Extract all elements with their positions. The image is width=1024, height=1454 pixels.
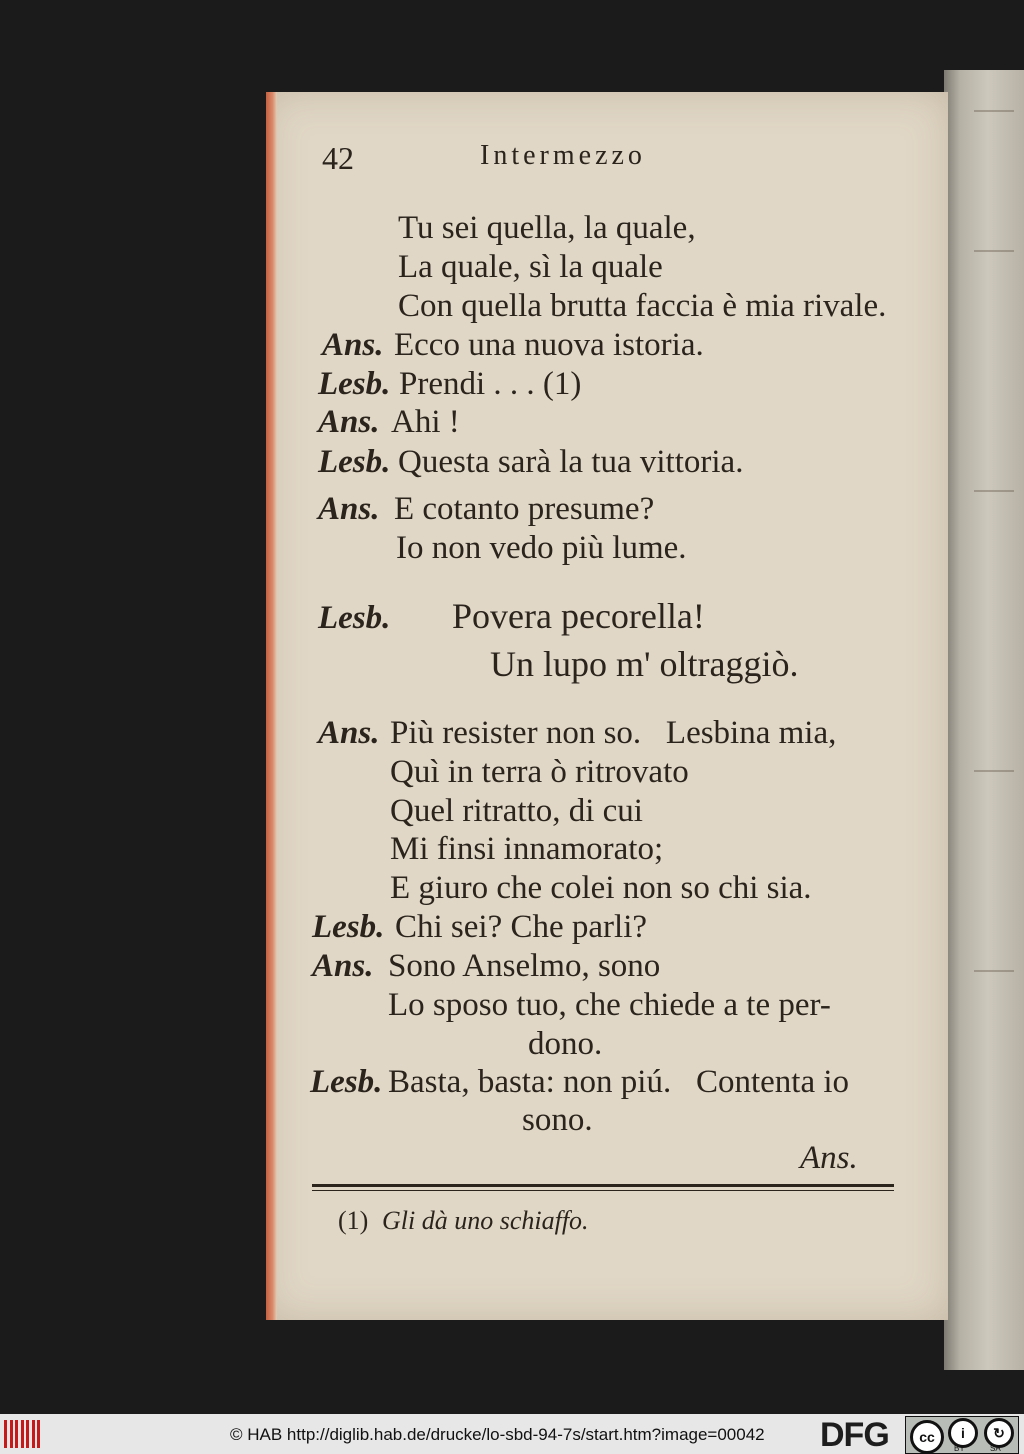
page-edge-red	[266, 92, 277, 1320]
line-1: Tu sei quella, la quale,	[398, 210, 696, 246]
line-4: Ecco una nuova istoria.	[394, 327, 704, 363]
line-21: Basta, basta: non piú. Contenta io	[388, 1064, 850, 1100]
cc-icon: cc	[910, 1420, 944, 1454]
speaker-label: Lesb.	[312, 909, 385, 945]
license-label-sa: SA	[990, 1444, 1001, 1453]
footnote-text: Gli dà uno schiaffo.	[382, 1206, 589, 1235]
line-15: Mi finsi innamorato;	[390, 831, 664, 867]
line-13: Quì in terra ò ritrovato	[390, 754, 689, 790]
line-19: Lo sposo tuo, che chiede a te per-	[388, 987, 831, 1023]
catchword: Ans.	[800, 1140, 858, 1176]
line-6: Ahi !	[391, 404, 460, 440]
license-label-by: BY	[954, 1444, 965, 1453]
speaker-label: Ans.	[318, 715, 380, 751]
dfg-logo: DFG	[820, 1416, 889, 1454]
line-2: La quale, sì la quale	[398, 249, 663, 285]
running-head: Intermezzo	[480, 140, 646, 171]
speaker-label: Ans.	[318, 404, 380, 440]
speaker-label: Lesb.	[318, 600, 391, 636]
speaker-label: Lesb.	[318, 366, 391, 402]
line-3: Con quella brutta faccia è mia rivale.	[398, 288, 887, 324]
line-14: Quel ritratto, di cui	[390, 793, 643, 829]
footnote-mark: (1)	[338, 1206, 369, 1235]
line-11: Un lupo m' oltraggiò.	[490, 644, 799, 684]
next-page-edge	[944, 70, 1024, 1370]
line-9: Io non vedo più lume.	[396, 530, 687, 566]
footer-bar	[0, 1414, 1024, 1454]
hab-barcode-logo-icon	[4, 1418, 44, 1450]
line-17: Chi sei? Che parli?	[395, 909, 648, 945]
line-10: Povera pecorella!	[452, 596, 705, 636]
speaker-label: Lesb.	[310, 1064, 383, 1100]
license-badge[interactable]	[905, 1416, 1019, 1454]
speaker-label: Ans.	[318, 491, 380, 527]
sa-icon: ↻	[984, 1418, 1014, 1448]
line-8: E cotanto presume?	[394, 491, 655, 527]
footnote-rule	[312, 1184, 894, 1187]
line-12: Più resister non so. Lesbina mia,	[390, 715, 837, 751]
page-number: 42	[322, 140, 354, 176]
by-icon: i	[948, 1418, 978, 1448]
line-22: sono.	[522, 1102, 593, 1138]
footnote-rule-thin	[312, 1190, 894, 1191]
speaker-label: Ans.	[322, 327, 384, 363]
line-7: Questa sarà la tua vittoria.	[398, 444, 744, 480]
speaker-label: Lesb.	[318, 444, 391, 480]
line-5: Prendi . . . (1)	[399, 366, 582, 402]
line-16: E giuro che colei non so chi sia.	[390, 870, 812, 906]
speaker-label: Ans.	[312, 948, 374, 984]
line-20: dono.	[528, 1026, 603, 1062]
line-18: Sono Anselmo, sono	[388, 948, 661, 984]
copyright-link[interactable]: © HAB http://diglib.hab.de/drucke/lo-sbd-94-7s/start.htm?image=00042	[230, 1425, 765, 1444]
